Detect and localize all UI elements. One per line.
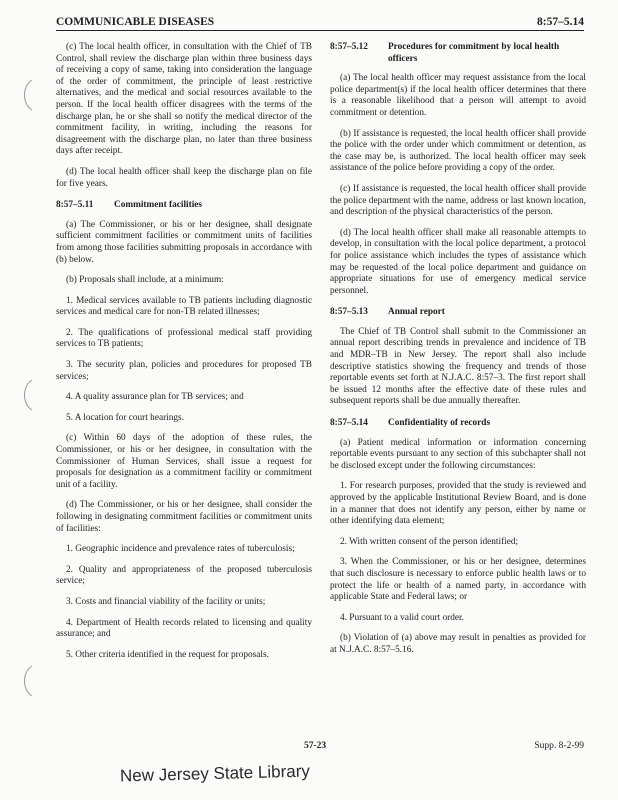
list-item: 1. Geographic incidence and prevalence rates of tuberculosis; xyxy=(66,544,295,555)
punch-hole-mark-middle xyxy=(20,378,36,412)
paragraph: (b) If assistance is requested, the local health officer shall provide the police with the order under which commitment or detention, as the case may be, is authorized. The local health officer may seek assistance of the police before providing a copy of the order. xyxy=(330,128,586,174)
running-header xyxy=(56,16,584,31)
paragraph: The Chief of TB Control shall submit to the Commissioner an annual report describing trends in prevalence and incidence of TB and MDR–TB in New Jersey. The report shall also include descriptive statistics showing the frequency and trends of those reportable events set forth at N.J.A.C. 8:57–3. The first report shall be issued 12 months after the effective date of these rules and subsequent reports shall be due annually thereafter. xyxy=(330,326,586,407)
paragraph: (b) Violation of (a) above may result in penalties as provided for at N.J.A.C. 8:57–5.16. xyxy=(330,633,586,655)
header-section: 8:57–5.14 xyxy=(537,16,584,28)
list-item: 4. A quality assurance plan for TB services; and xyxy=(66,392,244,403)
section-title: Commitment facilities xyxy=(114,200,203,211)
section-title: Confidentiality of records xyxy=(388,418,491,429)
paragraph: (d) The local health officer shall keep the discharge plan on file for five years. xyxy=(56,166,312,189)
section-number: 8:57–5.14 xyxy=(330,418,368,429)
list-item: 3. When the Commissioner, or his or her designee, determines that such disclosure is necessary to enforce public health laws or to protect the life or health of a named party, in accordance with applicable State and Federal laws; or xyxy=(330,557,586,603)
left-column xyxy=(56,42,312,670)
header-title: COMMUNICABLE DISEASES xyxy=(56,16,215,28)
list-item: 2. With written consent of the person identified; xyxy=(340,536,519,547)
list-item: 2. Quality and appropriateness of the proposed tuberculosis service; xyxy=(56,564,312,587)
section-number: 8:57–5.12 xyxy=(330,42,368,52)
list-item: 1. For research purposes, provided that the study is reviewed and approved by the applicable Institutional Review Board, and is done in a manner that does not identify any person, either by name or other identifying data element; xyxy=(330,481,586,527)
section-title: Annual report xyxy=(388,307,445,318)
paragraph: (a) Patient medical information or information concerning reportable events pursuant to any section of this subchapter shall not be disclosed except under the following circumstances: xyxy=(330,437,586,471)
list-item: 3. Costs and financial viability of the facility or units; xyxy=(66,596,266,607)
paragraph: (c) The local health officer, in consultation with the Chief of TB Control, shall review the discharge plan within three business days of receiving a copy of same, taking into consideration the language of the order of commitment, the principle of least restrictive alternatives, and the medical and social resources available to the person. If the local health officer disagrees with the terms of the discharge plan, he or she shall so notify the medical director of the commitment facility, in writing, including the reasons for disagreement with the discharge plan, no later than three business days after receipt. xyxy=(56,42,312,157)
section-heading xyxy=(330,418,586,430)
list-item: 4. Pursuant to a valid court order. xyxy=(340,612,464,623)
punch-hole-mark-bottom xyxy=(20,664,36,698)
page-number: 57-23 xyxy=(304,741,327,751)
section-heading xyxy=(330,42,586,65)
paragraph: (a) The local health officer may request assistance from the local police department(s) if the local health officer determines that there is a reasonable likelihood that a person will attempt to avoid commitment or detention. xyxy=(330,73,586,118)
paragraph: (c) Within 60 days of the adoption of these rules, the Commissioner, or his or her designee, in consultation with the Commissioner of Human Services, shall issue a request for proposals for designation as a commitment facility or commitment unit of a facility. xyxy=(56,433,312,490)
list-item: 2. The qualifications of professional medical staff providing services to TB patients; xyxy=(56,327,312,350)
section-heading xyxy=(56,200,312,212)
paragraph: (d) The local health officer shall make all reasonable attempts to develop, in consultation with the local police department, a protocol for police assistance which includes the types of assistance which may be requested of the local police department and guidance on appropriate situations for use of emergency medical service personnel. xyxy=(330,227,586,296)
list-item: 5. A location for court hearings. xyxy=(66,412,184,423)
paragraph: (a) The Commissioner, or his or her designee, shall designate sufficient commitment facilities or commitment units of facilities from among those facilities submitting proposals in accordance with (b) below. xyxy=(56,219,312,265)
paragraph: (b) Proposals shall include, at a minimum: xyxy=(66,275,224,286)
list-item: 1. Medical services available to TB patients including diagnostic services and medical care for non-TB related illnesses; xyxy=(56,295,312,318)
paragraph: (d) The Commissioner, or his or her designee, shall consider the following in designating commitment facilities or commitment units of facilities: xyxy=(56,500,312,534)
section-number: 8:57–5.11 xyxy=(56,200,94,211)
section-number: 8:57–5.13 xyxy=(330,307,368,318)
paragraph: (c) If assistance is requested, the local health officer shall provide the police department with the name, address or last known location, and description of the physical characteristics of the person. xyxy=(330,183,586,218)
section-title: Procedures for commitment by local health officers xyxy=(388,42,560,64)
right-column xyxy=(330,42,586,666)
list-item: 4. Department of Health records related to licensing and quality assurance; and xyxy=(56,617,312,640)
supplement-date: Supp. 8-2-99 xyxy=(534,741,584,751)
library-stamp: New Jersey State Library xyxy=(119,761,311,786)
list-item: 3. The security plan, policies and procedures for proposed TB services; xyxy=(56,360,312,382)
page-footer xyxy=(56,741,584,751)
list-item: 5. Other criteria identified in the request for proposals. xyxy=(66,649,269,660)
punch-hole-mark-top xyxy=(20,78,36,112)
section-heading xyxy=(330,307,586,319)
